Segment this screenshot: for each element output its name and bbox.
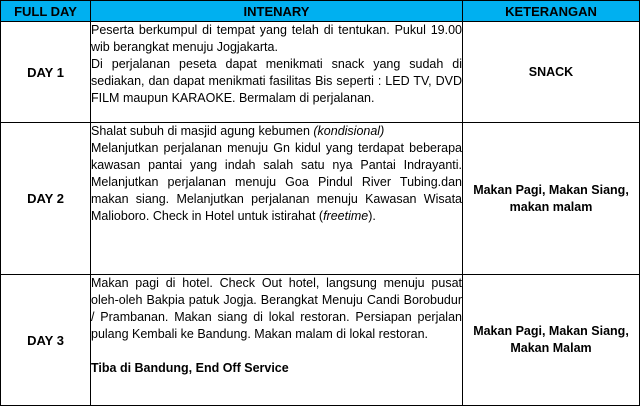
table-row-day-2: [1, 123, 640, 275]
itinerary-paragraph: Peserta berkumpul di tempat yang telah di tentukan. Pukul 19.00 wib berangkat menuju Jogjakarta.: [91, 23, 462, 54]
header-itinerary: INTENARY: [91, 1, 463, 22]
itinerary-paragraph: Makan pagi di hotel. Check Out hotel, langsung menuju pusat oleh-oleh Bakpia patuk Jogja. Berangkat Menuju Candi Borobudur / Prambanan. Makan siang di lokal restoran. Persiapan perjalan pulang Kembali ke Bandung. Makan malam di lokal restoran.: [91, 276, 462, 341]
notes-cell: SNACK: [463, 22, 640, 123]
notes-cell: Makan Pagi, Makan Siang, Makan Malam: [463, 275, 640, 406]
itinerary-cell: [91, 22, 463, 123]
text-run: Shalat subuh di masjid agung kebumen: [91, 124, 314, 138]
table-row-day-1: [1, 22, 640, 123]
table-row-day-3: [1, 275, 640, 406]
header-notes: KETERANGAN: [463, 1, 640, 22]
itinerary-paragraph: [91, 123, 462, 140]
day-label: DAY 1: [1, 22, 91, 123]
header-row: [1, 1, 640, 22]
itinerary-paragraph: [91, 140, 462, 225]
text-run: Melanjutkan perjalanan menuju Gn kidul yang terdapat beberapa kawasan pantai yang indah salah satu nya Pantai Indrayanti. Melanjutkan perjalanan menuju Goa Pindul River Tubing.dan makan siang. Melanjutkan perjalanan menuju Kawasan Wisata Malioboro. Check in Hotel untuk istirahat (: [91, 141, 462, 223]
itinerary-cell: [91, 275, 463, 406]
notes-cell: Makan Pagi, Makan Siang, makan malam: [463, 123, 640, 275]
day-label: DAY 2: [1, 123, 91, 275]
header-full-day: FULL DAY: [1, 1, 91, 22]
closing-line: Tiba di Bandung, End Off Service: [91, 361, 289, 375]
italic-note: freetime: [323, 209, 369, 223]
paragraph-gap: [91, 343, 462, 360]
italic-note: (kondisional): [313, 124, 385, 138]
itinerary-paragraph: Di perjalanan peseta dapat menikmati snack yang sudah di sediakan, dan dapat menikmati fasilitas Bis seperti : LED TV, DVD FILM maupun KARAOKE. Bermalam di perjalanan.: [91, 57, 462, 105]
table-header: [1, 1, 640, 22]
text-run: ).: [368, 209, 376, 223]
day-label: DAY 3: [1, 275, 91, 406]
itinerary-cell: [91, 123, 463, 275]
